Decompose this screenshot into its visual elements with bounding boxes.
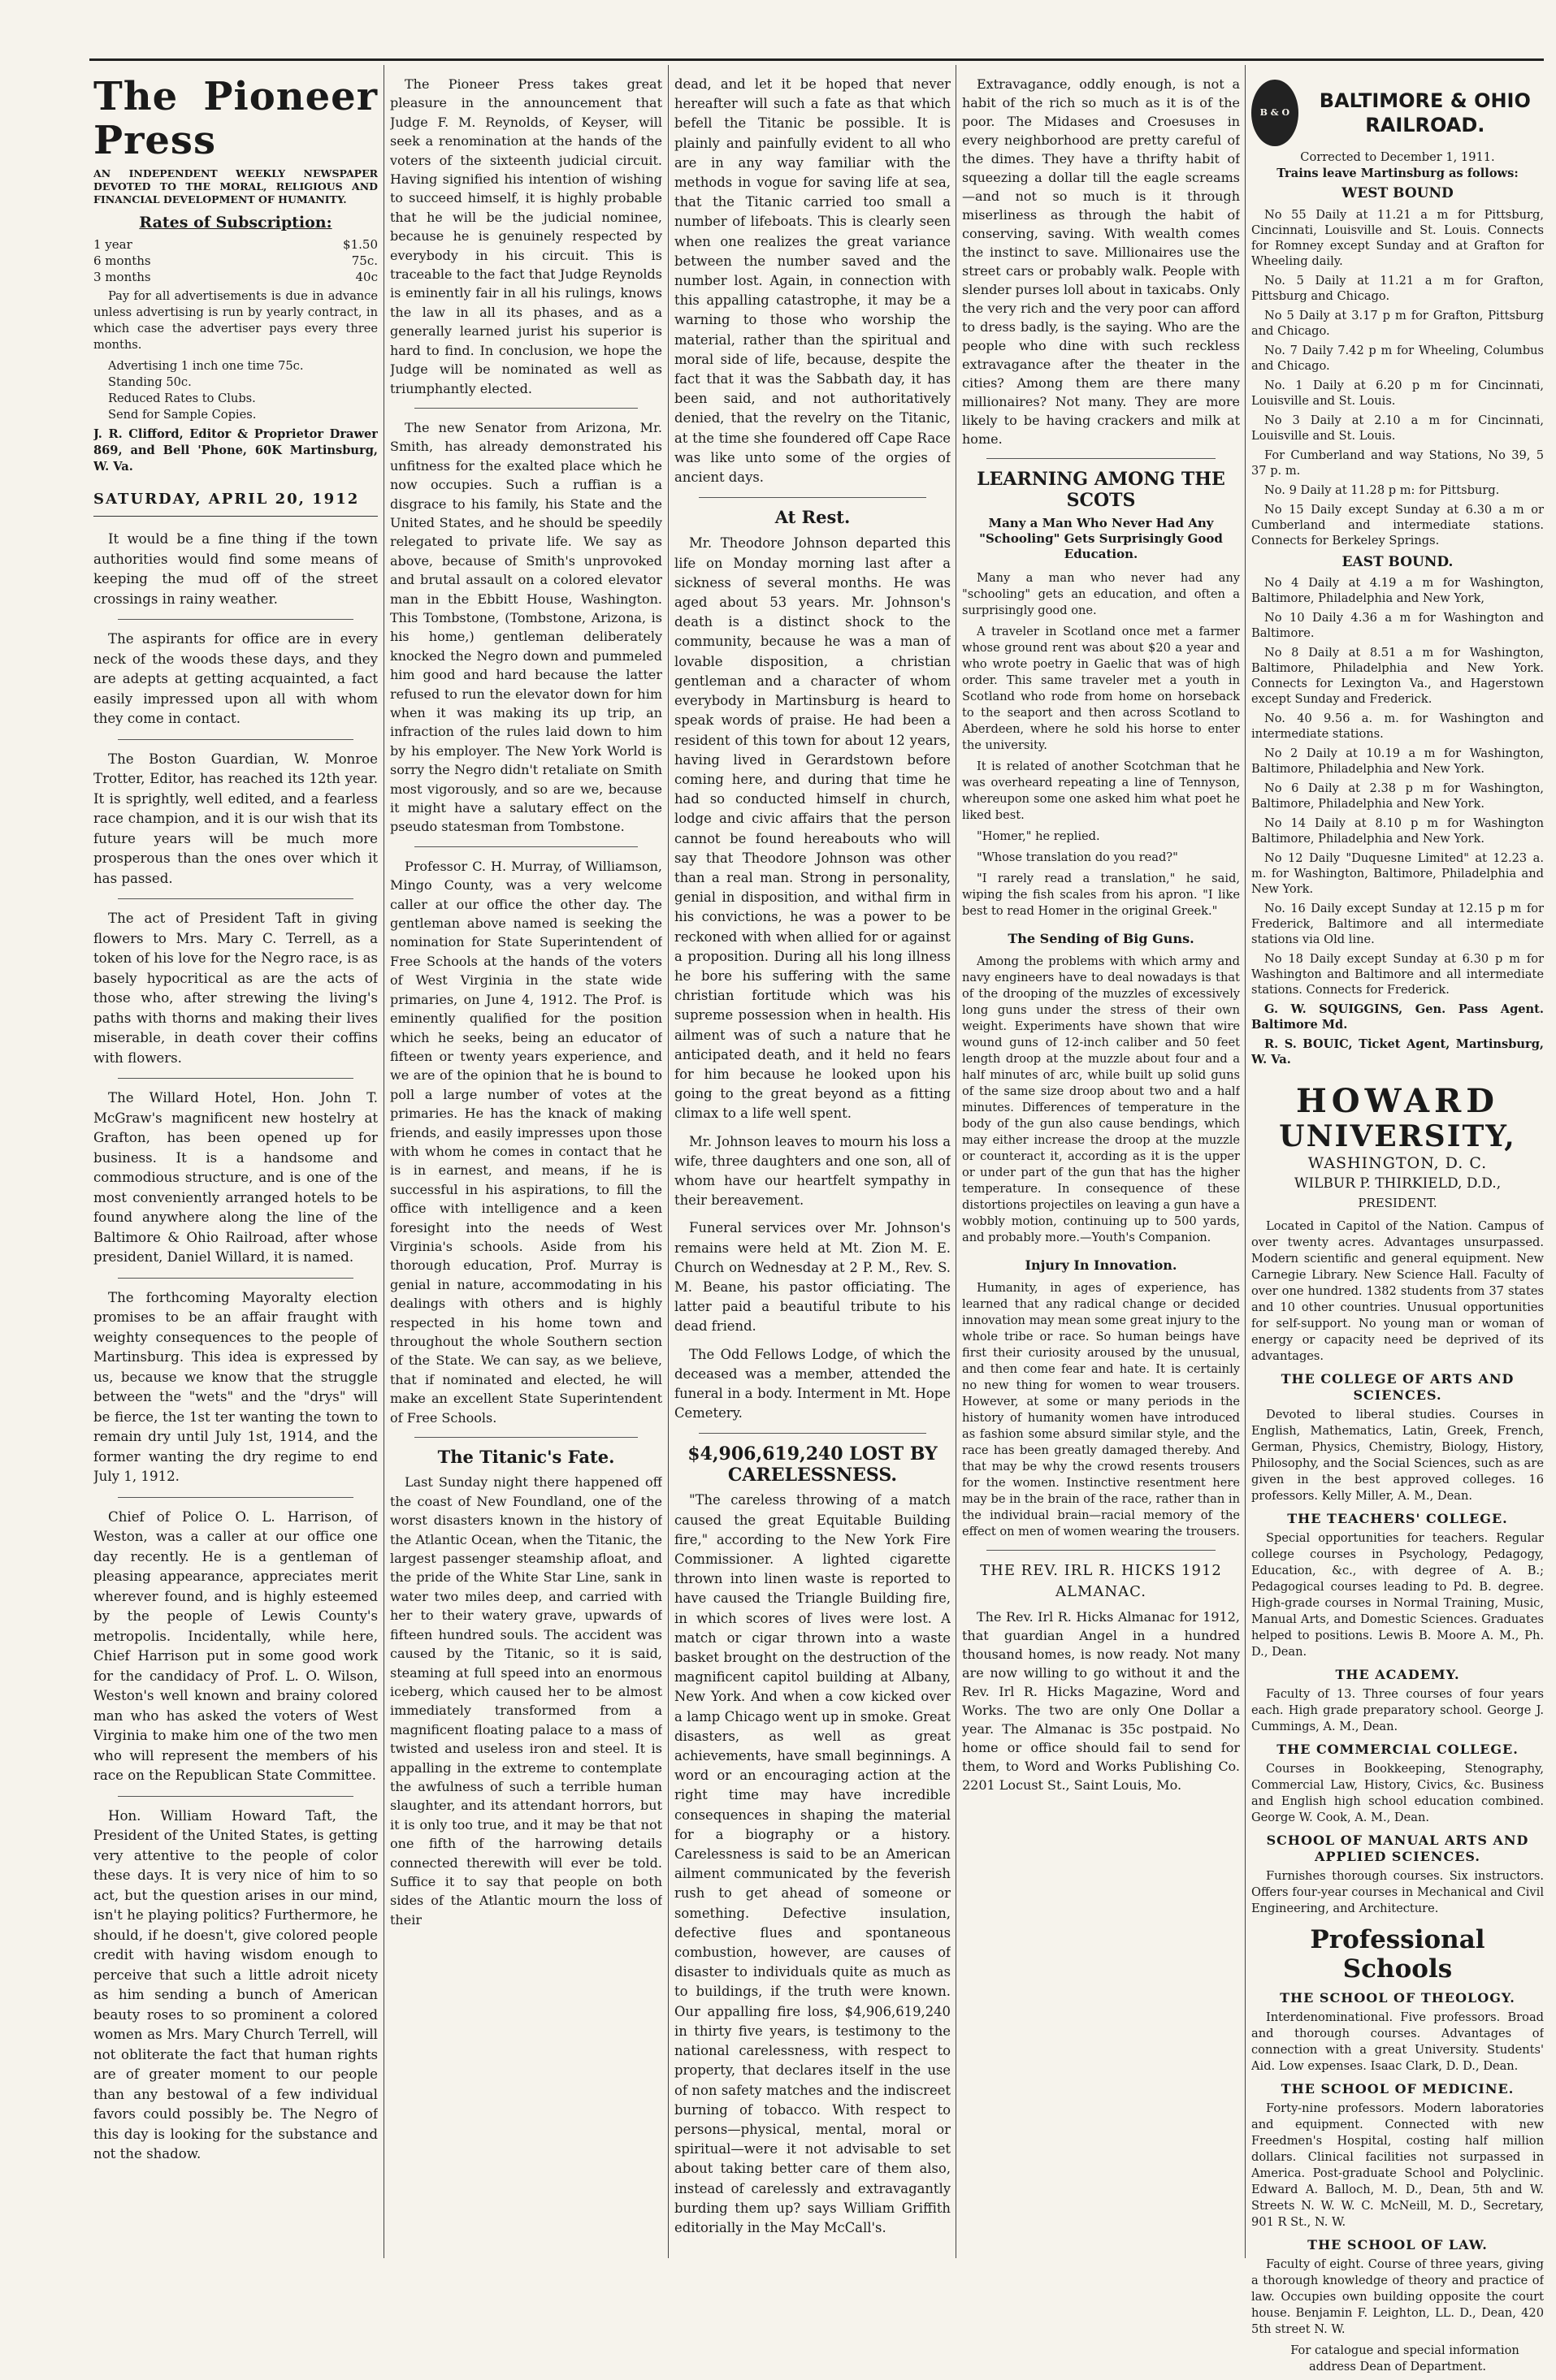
carelessness-heading: $4,906,619,240 LOST BY CARELESSNESS. xyxy=(687,1443,938,1486)
scots-deck: Many a Man Who Never Had Any "Schooling" Gets Surprisingly Good Education. xyxy=(979,516,1223,561)
school-heading: THE COMMERCIAL COLLEGE. xyxy=(1276,1741,1519,1757)
separator xyxy=(699,497,926,498)
rate-row: 6 months 75c. xyxy=(93,253,378,268)
editor-line: J. R. Clifford, Editor & Proprietor Drawer 869, and Bell 'Phone, 60K Martinsburg, W. Va. xyxy=(93,426,378,474)
train-entry: No. 7 Daily 7.42 p m for Wheeling, Columbus and Chicago. xyxy=(1251,343,1544,373)
separator xyxy=(118,1497,353,1498)
school-heading: THE SCHOOL OF THEOLOGY. xyxy=(1280,1989,1515,2006)
adv-line: Standing 50c. xyxy=(108,374,192,389)
article-paragraph: The Odd Fellows Lodge, of which the deceased was a member, attended the funeral in a body. Interment in Mt. Hope Cemetery. xyxy=(674,1346,951,1422)
howard-university-label: UNIVERSITY, xyxy=(1279,1119,1516,1153)
column-2 xyxy=(390,75,662,1937)
separator xyxy=(118,1796,353,1797)
adv-line: Send for Sample Copies. xyxy=(108,407,257,422)
column-4 xyxy=(962,75,1240,1802)
article-paragraph: Humanity, in ages of experience, has learned that any radical change or decided innovation may mean some great injury to the whole tribe or race. So human beings have first their curiosity aroused by the unusual, and then come fear and hate. It is certainly no new thing for women to wear trousers. However, at some or many periods in the history of humanity women have introduced as fashion some absurd similar style, and the race has been greatly damaged thereby. And that may be why the crowd resents trousers for the women. Instinctive resentment here may be in the brain of the race, rather than in the individual brain—racial memory of the effect on men of women wearing the trousers. xyxy=(962,1281,1240,1538)
top-rule xyxy=(89,58,1544,61)
school-heading: THE TEACHERS' COLLEGE. xyxy=(1287,1510,1508,1526)
train-entry: No. 9 Daily at 11.28 p m: for Pittsburg. xyxy=(1264,482,1500,497)
howard-place: WASHINGTON, D. C. xyxy=(1307,1154,1488,1172)
separator xyxy=(699,1433,926,1434)
article-paragraph: It is related of another Scotchman that he was overheard repeating a line of Tennyson, whereupon some one asked him what poet he liked best. xyxy=(962,759,1240,822)
west-bound-heading: WEST BOUND xyxy=(1341,185,1454,201)
article-paragraph: "Homer," he replied. xyxy=(977,829,1100,843)
school-body: Special opportunities for teachers. Regular college courses in Psychology, Pedagogy, Education, &c., with degree of A. B.; Pedagogical courses leading to Pd. B. degree. High-grade courses in Normal Training, Music, Manual Arts, and Domestic Sciences. Graduates helped to positions. Lewis B. Moore A. M., Ph. D., Dean. xyxy=(1251,1530,1544,1659)
agent-line: G. W. SQUIGGINS, Gen. Pass Agent. Baltimore Md. xyxy=(1251,1002,1544,1032)
article-paragraph: dead, and let it be hoped that never hereafter will such a fate as that which befell the Titanic be possible. It is plainly and painfully evident to all who are in any way familiar with the methods in vogue for saving life at sea, that the Titanic carried too small a number of lifeboats. This is clearly seen when one realizes the great variance between the number saved and the number lost. Again, in connection with this appalling catastrophe, it may be a warning to those who worship the material, rather than the spiritual and moral side of life, because, despite the fact that it was the Sabbath day, it has been said, and not authoritatively denied, that the revelry on the Titanic, at the time she foundered off Cape Race was like unto some of the orgies of ancient days. xyxy=(674,76,951,486)
train-entry: For Cumberland and way Stations, No 39, 5 37 p. m. xyxy=(1251,448,1544,478)
train-entry: No 3 Daily at 2.10 a m for Cincinnati, Louisville and St. Louis. xyxy=(1251,413,1544,443)
school-body: Devoted to liberal studies. Courses in English, Mathematics, Latin, Greek, French, German, Physics, Chemistry, Biology, History, Philosophy, and the Social Sciences, such as are given in the best approved colleges. 16 professors. Kelly Miller, A. M., Dean. xyxy=(1251,1407,1544,1503)
terms-text: Pay for all advertisements is due in advance unless advertising is run by yearly contract, in which case the advertiser pays every three months. xyxy=(93,288,378,352)
separator xyxy=(986,458,1216,459)
column-3 xyxy=(674,75,951,2246)
agent-line: R. S. BOUIC, Ticket Agent, Martinsburg, W. Va. xyxy=(1251,1037,1544,1067)
train-entry: No. 40 9.56 a. m. for Washington and intermediate stations. xyxy=(1251,712,1544,741)
article-paragraph: The Willard Hotel, Hon. John T. McGraw's magnificent new hostelry at Grafton, has been opened up for business. It is a handsome and commodious structure, and is one of the most conveniently arranged hotels to be found anywhere along the line of the Baltimore & Ohio Railroad, after whose president, Daniel Willard, it is named. xyxy=(93,1090,378,1265)
schedule-corrected: Corrected to December 1, 1911. xyxy=(1300,150,1495,164)
railroad-name: BALTIMORE & OHIO RAILROAD. xyxy=(1319,89,1531,136)
article-paragraph: The forthcoming Mayoralty election promises to be an affair fraught with weighty consequences to the people of Martinsburg. This idea is expressed by us, because we know that the struggle between the "wets" and the "drys" will be fierce, the 1st ter wanting the town to remain dry until July 1st, 1914, and the former wanting the dry regime to end July 1, 1912. xyxy=(93,1289,378,1484)
titanic-heading: The Titanic's Fate. xyxy=(437,1447,615,1468)
article-paragraph: A traveler in Scotland once met a farmer whose ground rent was about $20 a year and who wrote poetry in Gaelic that was of high order. This same traveler met a youth in Scotland who rode from home on horseback to the seaport and then across Scotland to Aberdeen, where he sold his horse to enter the university. xyxy=(962,625,1240,752)
article-paragraph: Funeral services over Mr. Johnson's remains were held at Mt. Zion M. E. Church on Wednesday at 2 P. M., Rev. S. M. Beane, his pastor officiating. The latter paid a beautiful tribute to his dead friend. xyxy=(674,1220,951,1335)
train-entry: No 5 Daily at 3.17 p m for Grafton, Pittsburg and Chicago. xyxy=(1251,308,1544,338)
howard-intro: Located in Capitol of the Nation. Campus of over twenty acres. Advantages unsurpassed. Modern scientific and general equipment. New Carnegie Library. New Science Hall. Faculty of over one hundred. 1382 students from 37 states and 10 other countries. Unusual opportunities for self-support. No young man or woman of energy or capacity need be deprived of its advantages. xyxy=(1251,1218,1544,1363)
howard-president-title: PRESIDENT. xyxy=(1358,1196,1437,1210)
school-body: Forty-nine professors. Modern laboratories and equipment. Connected with new Freedmen's Hospital, costing half million dollars. Clinical facilities not surpassed in America. Post-graduate School and Polyclinic. Edward A. Balloch, M. D., Dean, 5th and W. Streets N. W. W. C. McNeill, M. D., Secretary, 901 R St., N. W. xyxy=(1251,2101,1544,2229)
masthead-title: The Pioneer Press xyxy=(93,75,378,163)
article-paragraph: Last Sunday night there happened off the coast of New Foundland, one of the worst disasters known in the history of the Atlantic Ocean, when the Titanic, the largest passenger steamship afloat, and the pride of the White Star Line, sank in water two miles deep, and carried with her to their watery grave, upwards of fifteen hundred souls. The accident was caused by the Titanic, so it is said, steaming at full speed into an enormous iceberg, which caused her to be almost immediately transformed from a magnificent floating palace to a mass of twisted and useless iron and steel. It is appalling in the extreme to contemplate the awfulness of such a terrible human slaughter, and its attendant horrors, but it is only too true, and it may be that not one fifth of the harrowing details connected therewith will ever be told. Suffice it to say that people on both sides of the Atlantic mourn the loss of their xyxy=(390,1474,662,1928)
railroad-header xyxy=(1251,80,1544,146)
school-heading: THE ACADEMY. xyxy=(1335,1666,1460,1682)
article-paragraph: Many a man who never had any "schooling" gets an education, and often a surprisingly good one. xyxy=(962,571,1240,617)
article-paragraph: The aspirants for office are in every neck of the woods these days, and they are adepts at getting acquainted, a fact easily impressed upon all with whom they come in contact. xyxy=(93,631,378,726)
article-paragraph: Mr. Theodore Johnson departed this life on Monday morning last after a sickness of several months. He was aged about 53 years. Mr. Johnson's death is a distinct shock to the community, because he was a man of lovable disposition, a christian gentleman and a character of whom everybody in Martinsburg is heard to speak words of praise. He had been a resident of this town for about 12 years, having lived in Gerardstown before coming here, and during that time he had so conducted himself in church, lodge and civic affairs that the person cannot be found hereabouts who will say that Theodore Johnson was other than a real man. Strong in personality, genial in disposition, and withal firm in his convictions, he was a power to be reckoned with when allied for or against a proposition. During all his long illness he bore his suffering with the same christian fortitude which was his supreme possession when in health. His ailment was of such a nature that he anticipated death, and it held no fears for him because he looked upon his going to the great beyond as a fitting climax to a life well spent. xyxy=(674,535,951,1122)
school-heading: THE COLLEGE OF ARTS AND SCIENCES. xyxy=(1281,1370,1515,1403)
schedule-intro: Trains leave Martinsburg as follows: xyxy=(1276,167,1519,180)
article-paragraph: The new Senator from Arizona, Mr. Smith, has already demonstrated his unfitness for the exalted place which he now occupies. Such a ruffian is a disgrace to his family, his State and the United States, and he should be speedily relegated to private life. We say as above, because of Smith's unprovoked and brutal assault on a colored elevator man in the Ebbitt House, Washington. This Tombstone, (Tombstone, Arizona, is his home,) gentleman deliberately knocked the Negro down and pummeled him good and hard because the latter refused to run the elevator down for him when it was making its up trip, an infraction of the rules laid down to him by his employer. The New York World is sorry the Negro didn't retaliate on Smith most vigorously, and so are we, because it might have a salutary effect on the pseudo statesman from Tombstone. xyxy=(390,419,662,835)
railroad-logo-icon: B & O xyxy=(1251,80,1298,146)
adv-line: Advertising 1 inch one time 75c. xyxy=(108,358,304,373)
article-paragraph: Professor C. H. Murray, of Williamson, Mingo County, was a very welcome caller at our office the other day. The gentleman above named is seeking the nomination for State Superintendent of Free Schools at the hands of the voters of West Virginia in the state wide primaries, on June 4, 1912. The Prof. is eminently qualified for the position which he seeks, being an educator of fifteen or twenty years experience, and we are of the opinion that he is bound to poll a large number of votes at the primaries. He has the knack of making friends, and easily impresses upon those with whom he comes in contact that he is in earnest, and means, if he is successful in his aspirations, to fill the office with intelligence and a keen foresight into the needs of West Virginia's schools. Aside from his thorough education, Prof. Murray is genial in nature, accommodating in his dealings with others and is highly respected in his home town and throughout the whole Southern section of the State. We can say, as we believe, that if nominated and elected, he will make an excellent State Superintendent of Free Schools. xyxy=(390,858,662,1426)
column-rule xyxy=(1245,65,1246,2258)
east-bound-heading: EAST BOUND. xyxy=(1341,553,1454,570)
east-bound-schedule xyxy=(1251,575,1544,1067)
separator xyxy=(414,408,638,409)
guns-heading: The Sending of Big Guns. xyxy=(1008,931,1194,946)
article-paragraph: "I rarely read a translation," he said, wiping the fish scales from his apron. "I like best to read Homer in the original Greek." xyxy=(962,872,1240,918)
article-paragraph: Extravagance, oddly enough, is not a habit of the rich so much as it is of the poor. The Midases and Croesuses in every neighborhood are pretty careful of the dimes. They have a thrifty habit of squeezing a dollar till the eagle screams—and not so much is it through miserliness as through the habit of conserving, saving. With wealth comes the instinct to save. Millionaires use the street cars or probably walk. People with slender purses loll about in taxicabs. Only the very rich and the very poor can afford to dress badly, is the saying. Who are the people who dine with such reckless extravagance after the theater in the cities? Among them are there many millionaires? Not many. They are more likely to be having crackers and milk at home. xyxy=(962,76,1240,447)
train-entry: No 10 Daily 4.36 a m for Washington and Baltimore. xyxy=(1251,611,1544,640)
article-paragraph: "Whose translation do you read?" xyxy=(977,850,1178,864)
train-entry: No 4 Daily at 4.19 a m for Washington, Baltimore, Philadelphia and New York, xyxy=(1251,576,1544,605)
rate-row: 1 year $1.50 xyxy=(93,236,378,252)
west-bound-schedule xyxy=(1251,207,1544,548)
article-paragraph: It would be a fine thing if the town authorities would find some means of keeping the mud off of the street crossings in rainy weather. xyxy=(93,531,378,607)
school-body: Faculty of 13. Three courses of four years each. High grade preparatory school. George J. Cummings, A. M., Dean. xyxy=(1251,1686,1544,1733)
article-paragraph: "The careless throwing of a match caused the great Equitable Building fire," according to the New York Fire Commissioner. A lighted cigarette thrown into linen waste is reported to have caused the Triangle Building fire, in which scores of lives were lost. A match or cigar thrown into a waste basket brought on the destruction of the magnificent capitol building at Albany, New York. And when a cow kicked over a lamp Chicago went up in smoke. Great disasters, as well as great achievements, have small beginnings. A word or an encouraging action at the right time may have incredible consequences in shaping the material for a biography or a history. Carelessness is said to be an American ailment communicated by the feverish rush to get ahead of someone or something. Defective insulation, defective flues and spontaneous combustion, however, are causes of disaster to individuals quite as much as to buildings, if the truth were known. Our appalling fire loss, $4,906,619,240 in thirty five years, is testimony to the national carelessness, with respect to property, that declares itself in the use of non safety matches and the indiscreet burning of tobacco. With respect to persons—physical, mental, moral or spiritual—were it not advisable to set about taking better care of them also, instead of carelessly and extravagantly burding them up? says William Griffith editorially in the May McCall's. xyxy=(674,1492,951,2235)
column-rule xyxy=(668,65,669,2258)
article-paragraph: Hon. William Howard Taft, the President of the United States, is getting very attentive to the people of color these days. It is very nice of him to so act, but the question arises in our mind, isn't he playing politics? Furthermore, he should, if he doesn't, give colored people credit with having wisdom enough to perceive that such a little adroit nicety as him sending a bunch of American beauty roses to so prominent a colored women as Mrs. Mary Church Terrell, will not obliterate the fact that human rights are of greater moment to our people than any bestowal of a few individual favors could possibly be. The Negro of this day is looking for the substance and not the shadow. xyxy=(93,1807,378,2161)
separator xyxy=(118,1078,353,1079)
column-1 xyxy=(93,75,378,2173)
column-5 xyxy=(1251,75,1544,2380)
school-body: Courses in Bookkeeping, Stenography, Commercial Law, History, Civics, &c. Business and English high school education combined. George W. Cook, A. M., Dean. xyxy=(1251,1761,1544,1824)
separator xyxy=(414,846,638,847)
masthead-subtitle: AN INDEPENDENT WEEKLY NEWSPAPER DEVOTED TO THE MORAL, RELIGIOUS AND FINANCIAL DEVELOPMENT OF HUMANITY. xyxy=(93,167,378,206)
train-entry: No 18 Daily except Sunday at 6.30 p m for Washington and Baltimore and all intermediate stations. Connects for Frederick. xyxy=(1251,952,1544,997)
separator xyxy=(118,898,353,899)
train-entry: No 12 Daily "Duquesne Limited" at 12.23 a. m. for Washington, Baltimore, Philadelphia and New York. xyxy=(1251,851,1544,896)
scots-heading: LEARNING AMONG THE SCOTS xyxy=(977,469,1225,511)
train-entry: No 6 Daily at 2.38 p m for Washington, Baltimore, Philadelphia and New York. xyxy=(1251,781,1544,811)
article-paragraph: Mr. Johnson leaves to mourn his loss a wife, three daughters and one son, all of whom have our heartfelt sympathy in their bereavement. xyxy=(674,1133,951,1209)
separator xyxy=(414,1437,638,1438)
howard-president: WILBUR P. THIRKIELD, D.D., xyxy=(1294,1175,1502,1192)
separator xyxy=(118,619,353,620)
hicks-heading: THE REV. IRL R. HICKS 1912 ALMANAC. xyxy=(980,1562,1222,1600)
separator xyxy=(118,1278,353,1279)
school-body: Faculty of eight. Course of three years, giving a thorough knowledge of theory and practice of law. Occupies own building opposite the court house. Benjamin F. Leighton, LL. D., Dean, 420 5th street N. W. xyxy=(1251,2257,1544,2336)
rates-heading: Rates of Subscription: xyxy=(139,214,332,232)
train-entry: No. 5 Daily at 11.21 a m for Grafton, Pittsburg and Chicago. xyxy=(1251,273,1544,303)
adv-line: Reduced Rates to Clubs. xyxy=(108,391,256,405)
train-entry: No 15 Daily except Sunday at 6.30 a m or Cumberland and intermediate stations. Connects for Berkeley Springs. xyxy=(1251,502,1544,547)
train-entry: No 2 Daily at 10.19 a m for Washington, Baltimore, Philadelphia and New York. xyxy=(1251,746,1544,776)
school-heading: THE SCHOOL OF MEDICINE. xyxy=(1281,2080,1515,2097)
article-paragraph: The act of President Taft in giving flowers to Mrs. Mary C. Terrell, as a token of his love for the Negro race, is as basely hypocritical as are the acts of those who, after strewing the living's paths with thorns and making their lives miserable, in death cover their coffins with flowers. xyxy=(93,911,378,1066)
separator xyxy=(118,739,353,740)
train-entry: No. 1 Daily at 6.20 p m for Cincinnati, Louisville and St. Louis. xyxy=(1251,378,1544,408)
injury-heading: Injury In Innovation. xyxy=(1025,1257,1177,1273)
article-paragraph: Among the problems with which army and navy engineers have to deal nowadays is that of the drooping of the muzzles of excessively long guns under the stress of their own weight. Experiments have shown that wire wound guns of 12-inch caliber and 50 feet length droop at the muzzle about four and a half minutes of arc, while built up solid guns of the same size droop about two and a half minutes. Differences of temperature in the body of the gun also cause bendings, which may either increase the droop at the muzzle or counteract it, according as it is the upper or under part of the gun that has the higher temperature. In consequence of these distortions projectiles on leaving a gun have a wobbly motion, continuing up to 500 yards, and probably more.—Youth's Companion. xyxy=(962,954,1240,1244)
professional-schools-heading: Professional Schools xyxy=(1310,1924,1485,1984)
at-rest-heading: At Rest. xyxy=(774,507,851,528)
article-paragraph: The Pioneer Press takes great pleasure in the announcement that Judge F. M. Reynolds, of Keyser, will seek a renomination at the hands of the voters of the sixteenth judicial circuit. Having signified his intention of wishing to succeed himself, it is highly probable that he will be the judicial nominee, because he is genuinely respected by everybody in his circuit. This is traceable to the fact that Judge Reynolds is eminently fair in all his rulings, knows the law in all its phases, and as a generally learned jurist his superior is hard to find. In conclusion, we hope the Judge will be nominated as well as triumphantly elected. xyxy=(390,76,662,396)
issue-date: SATURDAY, APRIL 20, 1912 xyxy=(93,490,378,517)
school-body: Furnishes thorough courses. Six instructors. Offers four-year courses in Mechanical and Civil Engineering, and Architecture. xyxy=(1251,1868,1544,1915)
train-entry: No. 16 Daily except Sunday at 12.15 p m for Frederick, Baltimore and all intermediate stations via Old line. xyxy=(1251,902,1544,946)
rate-row: 3 months 40c xyxy=(93,269,378,284)
train-entry: No 14 Daily at 8.10 p m for Washington Baltimore, Philadelphia and New York. xyxy=(1251,816,1544,846)
article-paragraph: The Boston Guardian, W. Monroe Trotter, Editor, has reached its 12th year. It is sprightly, well edited, and a fearless race champion, and it is our wish that its future years will be much more prosperous than the ones over which it has passed. xyxy=(93,751,378,886)
school-heading: THE SCHOOL OF LAW. xyxy=(1307,2236,1488,2252)
separator xyxy=(986,1550,1216,1551)
school-body: Interdenominational. Five professors. Broad and thorough courses. Advantages of connection with a great University. Students' Aid. Low expenses. Isaac Clark, D. D., Dean. xyxy=(1251,2010,1544,2073)
howard-name: HOWARD xyxy=(1296,1082,1499,1120)
howard-footer: For catalogue and special information address Dean of Department. xyxy=(1290,2343,1519,2374)
train-entry: No 55 Daily at 11.21 a m for Pittsburg, Cincinnati, Louisville and St. Louis. Connects for Romney except Sunday and at Grafton for Wheeling daily. xyxy=(1251,207,1544,268)
school-heading: SCHOOL OF MANUAL ARTS AND APPLIED SCIENCES. xyxy=(1266,1832,1529,1864)
article-paragraph: The Rev. Irl R. Hicks Almanac for 1912, that guardian Angel in a hundred thousand homes, is now ready. Not many are now willing to go without it and the Rev. Irl R. Hicks Magazine, Word and Works. The two are only One Dollar a year. The Almanac is 35c postpaid. No home or office should fail to send for them, to Word and Works Publishing Co. 2201 Locust St., Saint Louis, Mo. xyxy=(962,1609,1240,1793)
train-entry: No 8 Daily at 8.51 a m for Washington, Baltimore, Philadelphia and New York. Connects for Lexington Va., and Hagerstown except Sunday and Frederick. xyxy=(1251,646,1544,706)
article-paragraph: Chief of Police O. L. Harrison, of Weston, was a caller at our office one day recently. He is a gentleman of pleasing appearance, appreciates merit wherever found, and is highly esteemed by the people of Lewis County's metropolis. Incidentally, while here, Chief Harrison put in some good work for the candidacy of Prof. L. O. Wilson, Weston's well known and brainy colored man who has asked the voters of West Virginia to make him one of the two men who will represent the members of his race on the Republican State Committee. xyxy=(93,1508,378,1783)
